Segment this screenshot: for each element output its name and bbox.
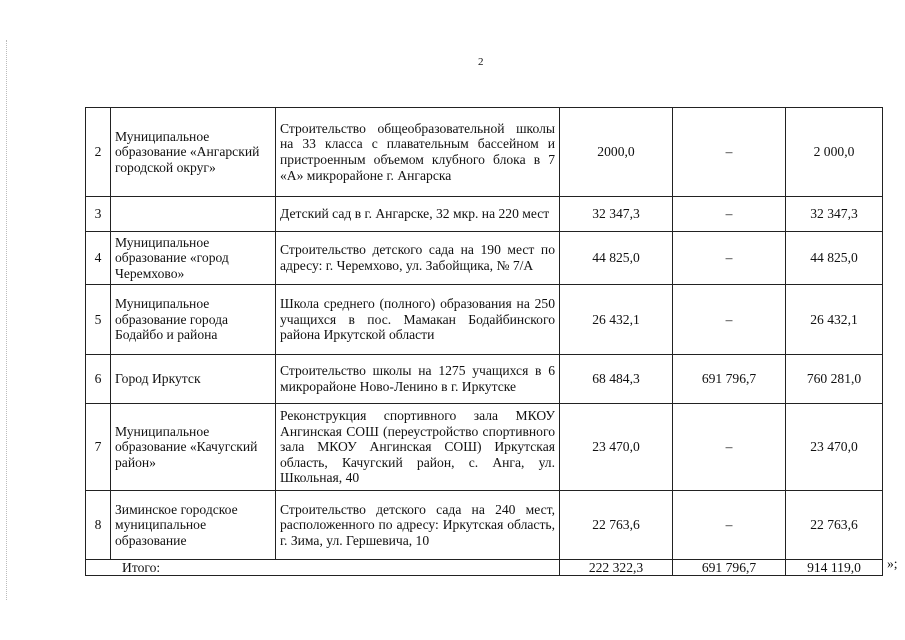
regional-budget-value: 68 484,3 <box>560 355 673 404</box>
regional-budget-value: 26 432,1 <box>560 285 673 355</box>
project-description: Строительство школы на 1275 учащихся в 6 микрорайоне Ново-Ленино в г. Иркутске <box>276 355 560 404</box>
municipality-name: Муниципальное образование «город Черемхово» <box>111 232 276 285</box>
table-row <box>86 491 883 560</box>
municipality-name: Город Иркутск <box>111 355 276 404</box>
municipality-name: Зиминское городское муниципальное образование <box>111 491 276 560</box>
total-value: 23 470,0 <box>786 404 883 491</box>
closing-quote: »; <box>887 556 898 571</box>
total-value: 2 000,0 <box>786 108 883 197</box>
federal-budget-value: 691 796,7 <box>673 355 786 404</box>
table-row <box>86 108 883 197</box>
federal-budget-value: – <box>673 491 786 560</box>
table-row <box>86 404 883 491</box>
municipality-name: Муниципальное образование «Ангарский городской округ» <box>111 108 276 197</box>
municipality-name: Муниципальное образование города Бодайбо и района <box>111 285 276 355</box>
federal-budget-value: – <box>673 108 786 197</box>
project-description: Строительство общеобразовательной школы на 33 класса с плавательным бассейном и пристроенным объемом клубного блока в 7 «А» микрорайоне г. Ангарска <box>276 108 560 197</box>
federal-budget-value: – <box>673 285 786 355</box>
municipality-name: Муниципальное образование «Качугский район» <box>111 404 276 491</box>
funding-table <box>85 107 883 576</box>
page-number: 2 <box>478 56 484 68</box>
table-row <box>86 285 883 355</box>
binding-margin-dots <box>6 40 8 600</box>
row-number: 7 <box>86 404 111 491</box>
row-number: 8 <box>86 491 111 560</box>
regional-budget-value: 2000,0 <box>560 108 673 197</box>
total-value: 22 763,6 <box>786 491 883 560</box>
row-number: 5 <box>86 285 111 355</box>
project-description: Строительство детского сада на 240 мест, расположенного по адресу: Иркутская область, г. Зима, ул. Гершевича, 10 <box>276 491 560 560</box>
grand-total: 914 119,0 <box>786 560 883 576</box>
municipality-name <box>111 197 276 232</box>
regional-budget-value: 22 763,6 <box>560 491 673 560</box>
federal-budget-value: – <box>673 197 786 232</box>
regional-budget-total: 222 322,3 <box>560 560 673 576</box>
table-row <box>86 197 883 232</box>
project-description: Реконструкция спортивного зала МКОУ Ангинская СОШ (переустройство спортивного зала МКОУ Ангинская СОШ) Иркутская область, Качугский район, с. Анга, ул. Школьная, 40 <box>276 404 560 491</box>
project-description: Школа среднего (полного) образования на 250 учащихся в пос. Мамакан Бодайбинского района Иркутской области <box>276 285 560 355</box>
federal-budget-total: 691 796,7 <box>673 560 786 576</box>
row-number: 3 <box>86 197 111 232</box>
project-description: Детский сад в г. Ангарске, 32 мкр. на 220 мест <box>276 197 560 232</box>
row-number: 4 <box>86 232 111 285</box>
table-row <box>86 232 883 285</box>
total-label: Итого: <box>86 560 560 576</box>
table-row <box>86 355 883 404</box>
regional-budget-value: 23 470,0 <box>560 404 673 491</box>
row-number: 2 <box>86 108 111 197</box>
total-value: 26 432,1 <box>786 285 883 355</box>
project-description: Строительство детского сада на 190 мест по адресу: г. Черемхово, ул. Забойщика, № 7/А <box>276 232 560 285</box>
regional-budget-value: 32 347,3 <box>560 197 673 232</box>
row-number: 6 <box>86 355 111 404</box>
total-value: 760 281,0 <box>786 355 883 404</box>
total-value: 44 825,0 <box>786 232 883 285</box>
federal-budget-value: – <box>673 232 786 285</box>
federal-budget-value: – <box>673 404 786 491</box>
regional-budget-value: 44 825,0 <box>560 232 673 285</box>
total-value: 32 347,3 <box>786 197 883 232</box>
table-total-row <box>86 560 883 576</box>
